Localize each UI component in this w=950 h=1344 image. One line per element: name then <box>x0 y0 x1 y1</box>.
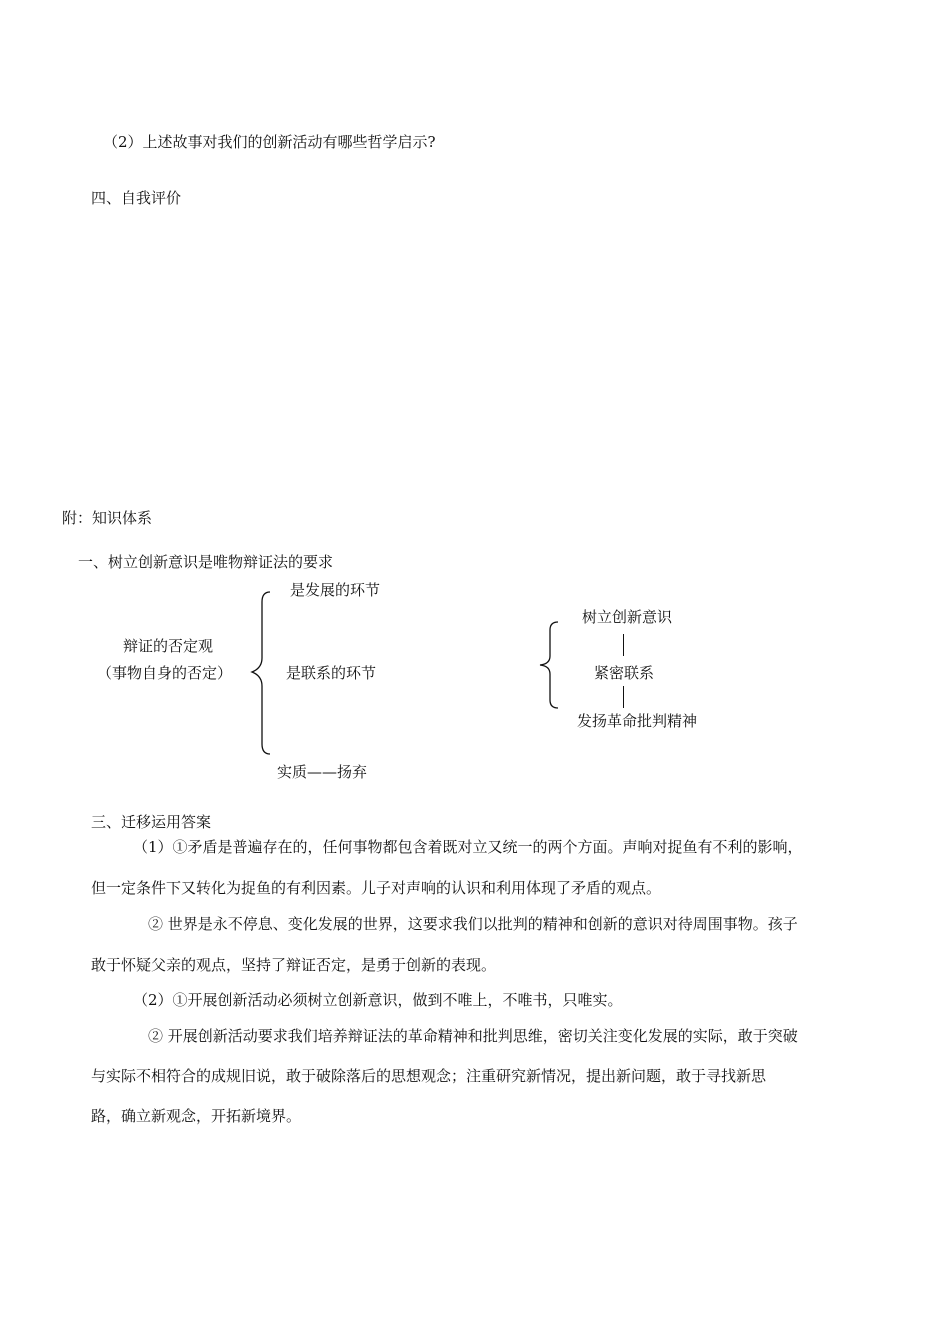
right-middle-concept: 紧密联系 <box>594 664 655 682</box>
connector-line-bottom <box>623 686 624 708</box>
answer-2-line-2: 敢于怀疑父亲的观点，坚持了辩证否定，是勇于创新的表现。 <box>91 956 497 974</box>
question-2: （2）上述故事对我们的创新活动有哪些哲学启示? <box>103 133 436 151</box>
left-concept-line1: 辩证的否定观 <box>123 637 214 655</box>
answer-3-line-1: （2）①开展创新活动必须树立创新意识，做到不唯上，不唯书，只唯实。 <box>133 991 623 1009</box>
right-top-concept: 树立创新意识 <box>582 608 673 626</box>
branch-development: 是发展的环节 <box>290 581 381 599</box>
connector-line-top <box>623 634 624 656</box>
appendix-title: 附：知识体系 <box>62 509 153 527</box>
right-bottom-concept: 发扬革命批判精神 <box>577 712 698 730</box>
branch-connection: 是联系的环节 <box>286 664 377 682</box>
knowledge-heading: 一、树立创新意识是唯物辩证法的要求 <box>78 553 334 571</box>
answer-2-line-1: ② 世界是永不停息、变化发展的世界，这要求我们以批判的精神和创新的意识对待周围事物。孩子 <box>148 915 798 933</box>
answer-4-line-1: ② 开展创新活动要求我们培养辩证法的革命精神和批判思维，密切关注变化发展的实际，敢于突破 <box>148 1027 798 1045</box>
left-brace <box>244 588 274 758</box>
answer-1-line-2: 但一定条件下又转化为捉鱼的有利因素。儿子对声响的认识和利用体现了矛盾的观点。 <box>91 879 662 897</box>
left-concept-line2: （事物自身的否定） <box>97 664 233 682</box>
answers-title: 三、迁移运用答案 <box>91 813 212 831</box>
answer-4-line-3: 路，确立新观念，开拓新境界。 <box>91 1107 302 1125</box>
section-4-title: 四、自我评价 <box>91 189 182 207</box>
answer-1-line-1: （1）①矛盾是普遍存在的，任何事物都包含着既对立又统一的两个方面。声响对捉鱼有不利的影响， <box>133 838 803 856</box>
answer-4-line-2: 与实际不相符合的成规旧说，敢于破除落后的思想观念；注重研究新情况，提出新问题，敢于寻找新思 <box>91 1067 767 1085</box>
right-brace <box>532 618 562 712</box>
branch-essence: 实质——扬弃 <box>277 763 368 781</box>
